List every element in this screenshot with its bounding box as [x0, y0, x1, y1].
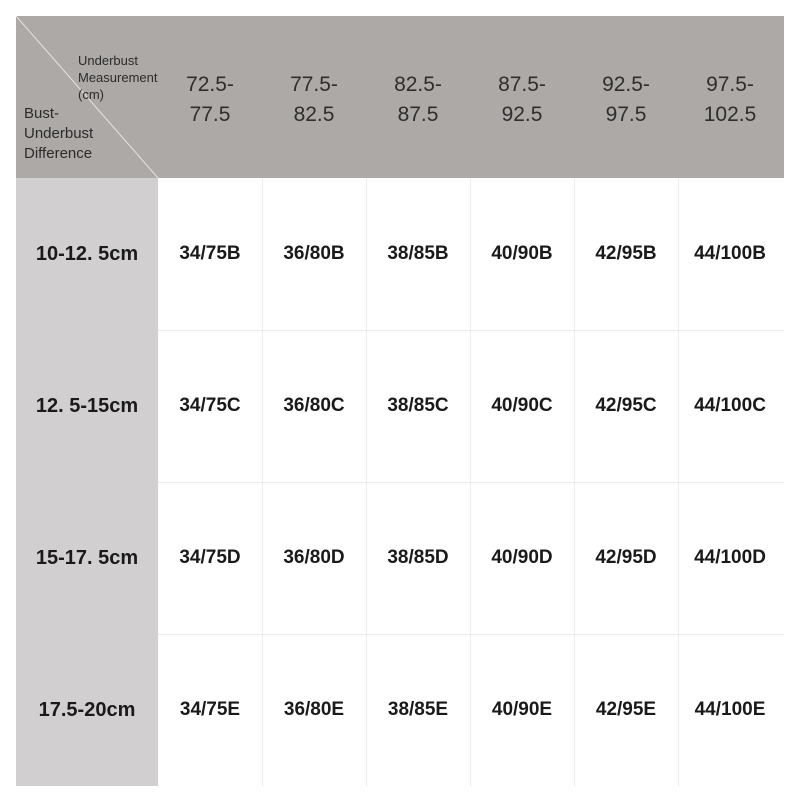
size-cell: 34/75C	[179, 395, 241, 416]
size-cell: 38/85C	[387, 395, 449, 416]
size-cell: 40/90C	[491, 395, 553, 416]
size-cell: 40/90B	[491, 243, 553, 264]
size-chart-table	[16, 16, 784, 786]
column-header: 82.5- 87.5	[394, 73, 442, 126]
row-header: 15-17. 5cm	[35, 546, 139, 569]
size-cell: 36/80E	[283, 699, 345, 720]
size-cell: 36/80D	[283, 547, 345, 568]
column-header: 77.5- 82.5	[290, 73, 338, 126]
size-cell: 42/95C	[595, 395, 657, 416]
size-cell: 34/75D	[179, 547, 241, 568]
column-header: 92.5- 97.5	[602, 73, 650, 126]
size-cell: 42/95E	[595, 699, 657, 720]
column-header: 97.5- 102.5	[703, 73, 757, 126]
column-header: 72.5- 77.5	[186, 73, 234, 126]
size-cell: 42/95B	[595, 243, 657, 264]
row-header: 10-12. 5cm	[35, 242, 139, 265]
size-cell: 38/85B	[387, 243, 449, 264]
size-cell: 36/80B	[283, 243, 345, 264]
size-cell: 34/75E	[179, 699, 241, 720]
size-cell: 34/75B	[179, 243, 241, 264]
row-header: 17.5-20cm	[38, 698, 136, 721]
size-cell: 44/100E	[694, 699, 766, 720]
corner-row-axis-label: Bust- Underbust Difference	[24, 105, 94, 162]
size-cell: 44/100D	[694, 547, 766, 568]
size-cell: 40/90E	[491, 699, 553, 720]
row-header: 12. 5-15cm	[35, 394, 139, 417]
column-header: 87.5- 92.5	[498, 73, 546, 126]
size-cell: 38/85D	[387, 547, 449, 568]
corner-column-axis-label: Underbust Measurement (cm)	[78, 53, 158, 102]
size-cell: 36/80C	[283, 395, 345, 416]
size-cell: 40/90D	[491, 547, 553, 568]
size-cell: 42/95D	[595, 547, 657, 568]
size-cell: 38/85E	[387, 699, 449, 720]
size-cell: 44/100C	[694, 395, 766, 416]
size-cell: 44/100B	[694, 243, 766, 264]
